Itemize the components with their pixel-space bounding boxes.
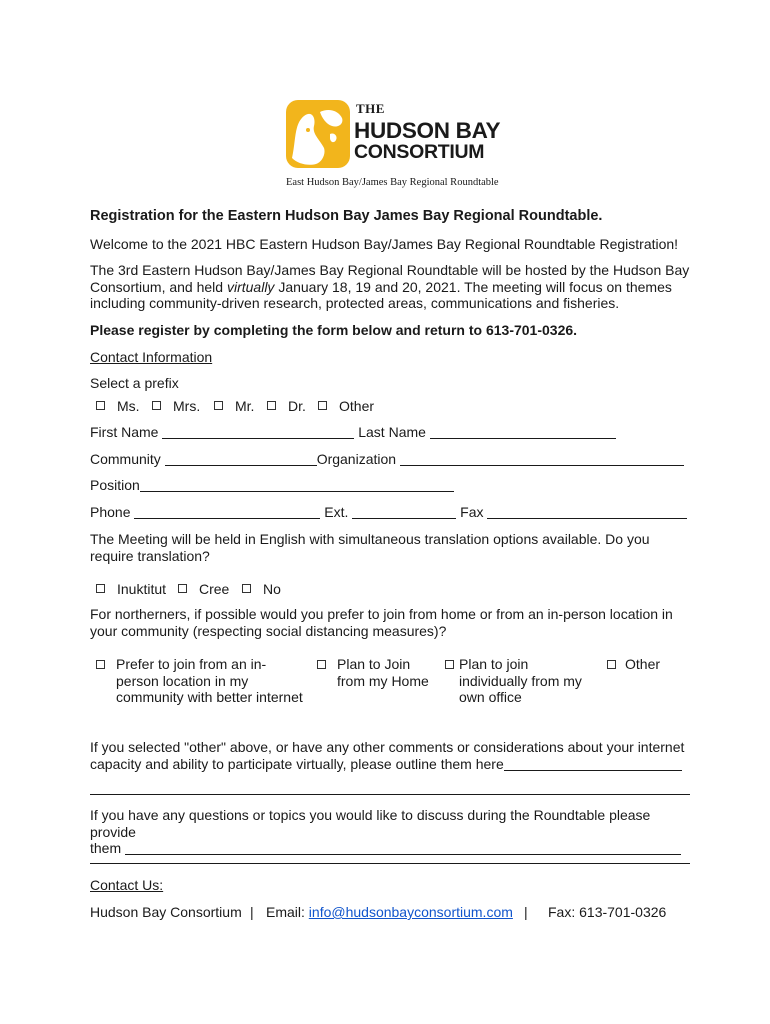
consortium-logo-icon [286,100,350,168]
checkbox-icon[interactable] [242,584,251,593]
prefix-option-ms[interactable]: Ms. [96,398,140,414]
organization-field[interactable] [400,453,684,466]
checkbox-icon[interactable] [152,401,161,410]
footer-email: Email: info@hudsonbayconsortium.com [266,904,513,920]
instruction-text: Please register by completing the form below and return to 613-701-0326. [90,322,578,338]
intro-line-3: including community-driven research, protected areas, communications and fisheries. [90,295,620,311]
position-field[interactable] [140,479,454,492]
prefix-option-other[interactable]: Other [318,398,374,414]
translation-line-2: require translation? [90,547,210,564]
location-option-home[interactable] [317,656,429,689]
email-link[interactable]: info@hudsonbayconsortium.com [308,904,513,920]
other-comments-line-2: capacity and ability to participate virtually, please outline them here [90,756,690,773]
translation-question [90,531,690,564]
location-option-in-person[interactable] [96,656,303,706]
location-question [90,606,690,639]
phone-row [90,504,687,520]
checkbox-icon[interactable] [96,401,105,410]
fax-label: Fax [460,504,484,520]
logo-the: THE [356,101,385,116]
other-comments-field[interactable] [504,758,682,771]
first-name-field[interactable] [162,426,354,439]
option-text-line: Plan to join [459,656,529,672]
ext-label: Ext. [324,504,349,520]
first-name-label: First Name [90,424,159,440]
footer-separator: | [250,904,254,920]
checkbox-icon[interactable] [96,660,105,669]
option-text-line: from my Home [337,672,429,689]
option-text-line: community with better internet [116,689,303,705]
option-text-line: individually from my [459,672,582,689]
first-name-row [90,424,616,440]
location-line-1: For northerners, if possible would you prefer to join from home or from an in-person location in [90,606,673,622]
other-comments-field-line[interactable] [90,794,690,795]
logo-line-hudson-bay: HUDSON BAY [354,118,501,143]
contact-information-label: Contact Information [90,349,213,365]
other-comments-question [90,739,690,772]
location-line-2: your community (respecting social distancing measures)? [90,622,447,639]
translation-line-1: The Meeting will be held in English with simultaneous translation options available. Do you [90,531,650,547]
fax-field[interactable] [487,506,687,519]
community-field[interactable] [165,453,317,466]
prefix-option-dr[interactable]: Dr. [267,398,306,414]
location-option-other[interactable] [607,656,660,673]
questions-field[interactable] [125,842,681,855]
last-name-label: Last Name [358,424,426,440]
checkbox-icon[interactable] [445,660,454,669]
checkbox-icon[interactable] [607,660,616,669]
questions-line-2: them [90,840,690,857]
other-comments-line-1: If you selected "other" above, or have any other comments or considerations about your internet [90,739,685,755]
checkbox-icon[interactable] [214,401,223,410]
checkbox-icon[interactable] [96,584,105,593]
prefix-label: Select a prefix [90,375,179,391]
intro-paragraph [90,262,690,312]
translation-option-cree[interactable]: Cree [178,581,229,597]
position-label: Position [90,477,140,493]
phone-field[interactable] [134,506,320,519]
last-name-field[interactable] [430,426,616,439]
logo-line-consortium: CONSORTIUM [354,141,485,163]
page-title: Registration for the Eastern Hudson Bay James Bay Regional Roundtable. [90,208,603,224]
option-text-line: Other [625,656,661,672]
position-row [90,477,454,493]
footer-separator: | [524,904,528,920]
questions-field-line[interactable] [90,863,690,864]
questions-prompt [90,807,690,857]
ext-field[interactable] [352,506,456,519]
intro-line-2: Consortium, and held virtually January 18, 19 and 20, 2021. The meeting will focus on themes [90,278,672,295]
option-text-line: person location in my [116,672,249,689]
option-text-line: own office [459,689,522,705]
checkbox-icon[interactable] [178,584,187,593]
translation-option-no[interactable]: No [242,581,281,597]
footer-org: Hudson Bay Consortium [90,904,242,920]
phone-label: Phone [90,504,131,520]
location-option-office[interactable] [445,656,582,706]
prefix-option-mr[interactable]: Mr. [214,398,254,414]
logo-subtitle: East Hudson Bay/James Bay Regional Roundtable [286,177,499,188]
option-text-line: Plan to Join [337,656,411,672]
intro-line-1: The 3rd Eastern Hudson Bay/James Bay Regional Roundtable will be hosted by the Hudson Bay [90,262,690,278]
prefix-option-mrs[interactable]: Mrs. [152,398,200,414]
questions-line-1: If you have any questions or topics you would like to discuss during the Roundtable please provide [90,807,651,840]
community-label: Community [90,451,161,467]
checkbox-icon[interactable] [317,660,326,669]
checkbox-icon[interactable] [318,401,327,410]
welcome-text: Welcome to the 2021 HBC Eastern Hudson Bay/James Bay Regional Roundtable Registration! [90,236,679,252]
footer-fax: Fax: 613-701-0326 [548,904,667,920]
contact-us-label: Contact Us: [90,877,164,893]
checkbox-icon[interactable] [267,401,276,410]
community-row [90,451,684,467]
organization-label: Organization [316,451,397,467]
option-text-line: Prefer to join from an in- [116,656,267,672]
translation-option-inuktitut[interactable]: Inuktitut [96,581,166,597]
